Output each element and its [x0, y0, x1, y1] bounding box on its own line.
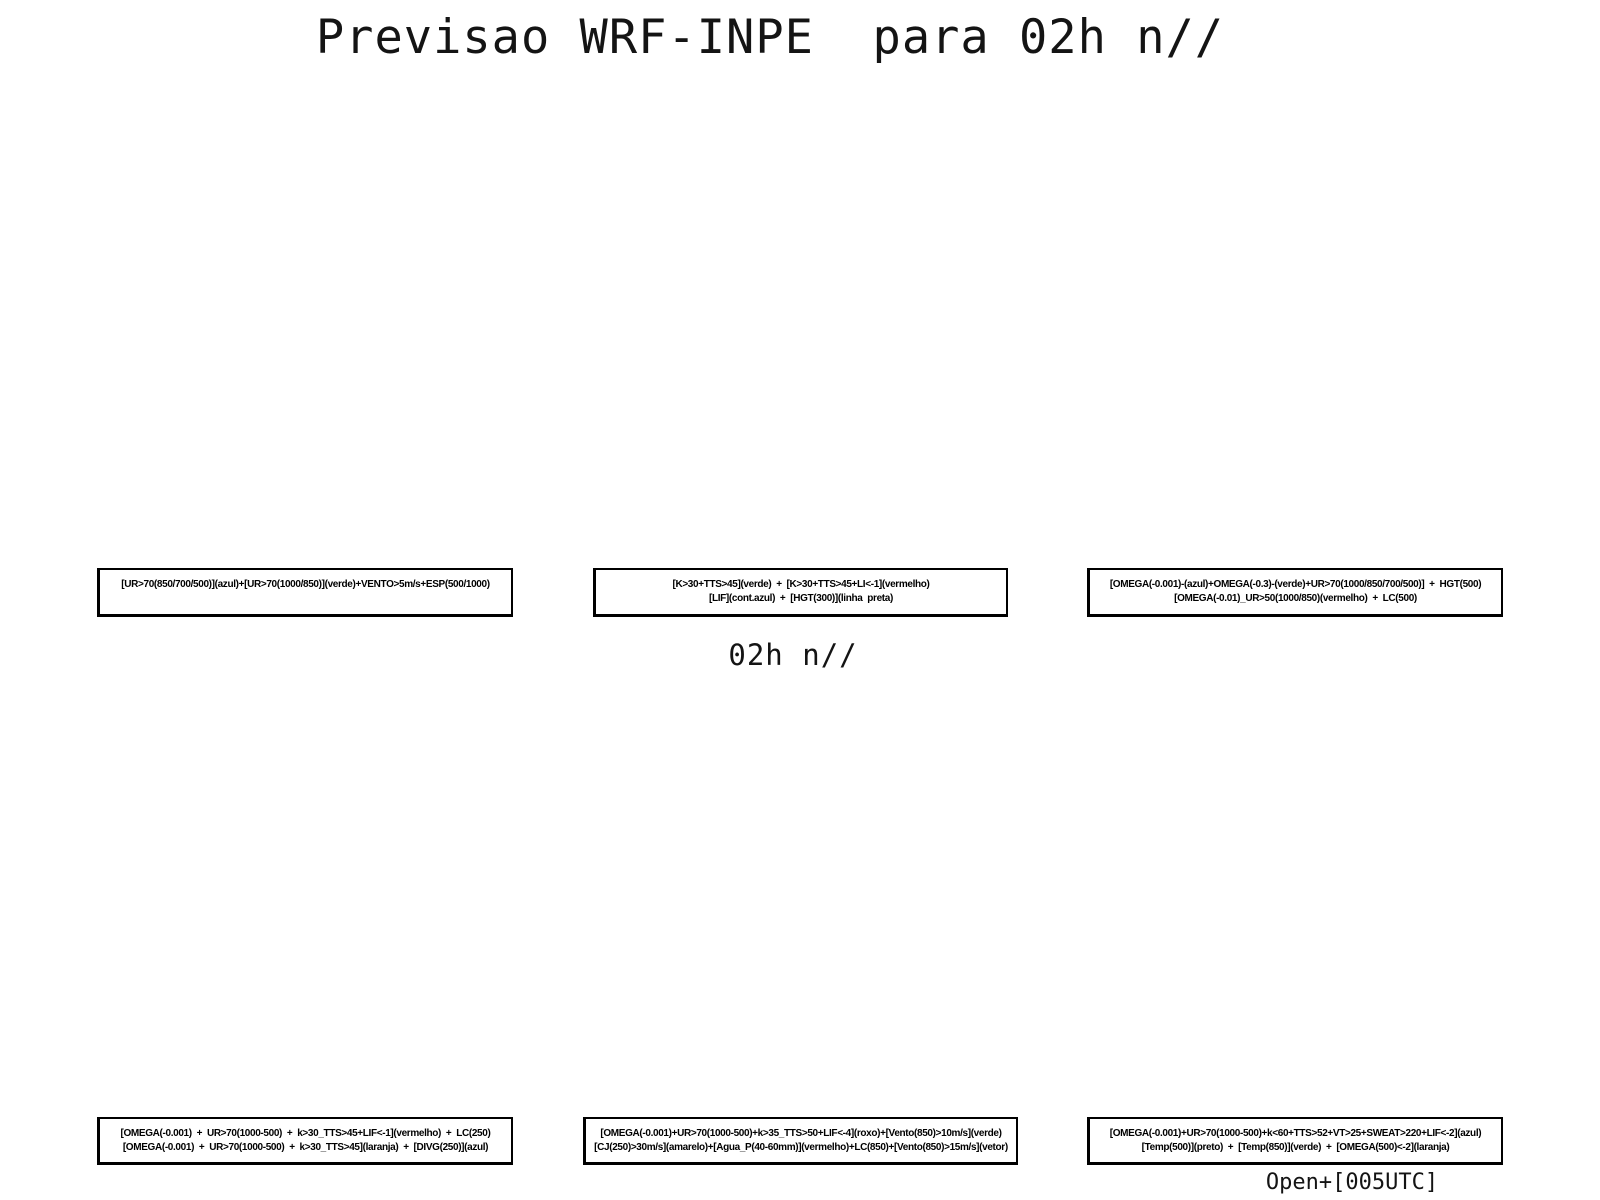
section-time-label: 02h n// [728, 638, 858, 672]
page-title: Previsao WRF-INPE para 02h n// [315, 10, 1225, 65]
legend-text-line: [CJ(250)>30m/s](amarelo)+[Agua_P(40-60mm)](vermelho)+LC(850)+[Vento(850)>15m/s](vetor) [594, 1141, 1008, 1153]
legend-box-top-left [97, 568, 513, 617]
legend-text-line: [OMEGA(-0.001) + UR>70(1000-500) + k>30_TTS>45+LIF<-1](vermelho) + LC(250) [120, 1128, 491, 1139]
legend-text-line: [OMEGA(-0.001) + UR>70(1000-500) + k>30_TTS>45](laranja) + [DIVG(250)](azul) [122, 1141, 489, 1153]
legend-box-bottom-left [97, 1117, 513, 1165]
legend-text-line: [LIF](cont.azul) + [HGT(300)](linha preta) [709, 592, 893, 604]
legend-text-line: [Temp(500)](preto) + [Temp(850)](verde) + [OMEGA(500)<-2](laranja) [1141, 1141, 1450, 1153]
legend-text-line: [UR>70(850/700/500)](azul)+[UR>70(1000/850)](verde)+VENTO>5m/s+ESP(500/1000) [121, 579, 490, 590]
legend-box-bottom-center [583, 1117, 1018, 1165]
legend-box-top-right [1087, 568, 1503, 617]
footer-open-utc-label: Open+[005UTC] [1265, 1170, 1439, 1195]
legend-text-line: [OMEGA(-0.001)-(azul)+OMEGA(-0.3)-(verde)+UR>70(1000/850/700/500)] + HGT(500) [1109, 579, 1482, 590]
legend-text-line: [OMEGA(-0.001)+UR>70(1000-500)+k<60+TTS>52+VT>25+SWEAT>220+LIF<-2](azul) [1109, 1128, 1482, 1139]
legend-text-line: [OMEGA(-0.01)_UR>50(1000/850)(vermelho) + LC(500) [1174, 592, 1417, 604]
legend-text-line: [OMEGA(-0.001)+UR>70(1000-500)+k>35_TTS>50+LIF<-4](roxo)+[Vento(850)>10m/s](verde) [600, 1128, 1002, 1139]
legend-box-top-center [593, 568, 1008, 617]
legend-text-line: [K>30+TTS>45](verde) + [K>30+TTS>45+LI<-1](vermelho) [672, 579, 930, 590]
legend-box-bottom-right [1087, 1117, 1503, 1165]
